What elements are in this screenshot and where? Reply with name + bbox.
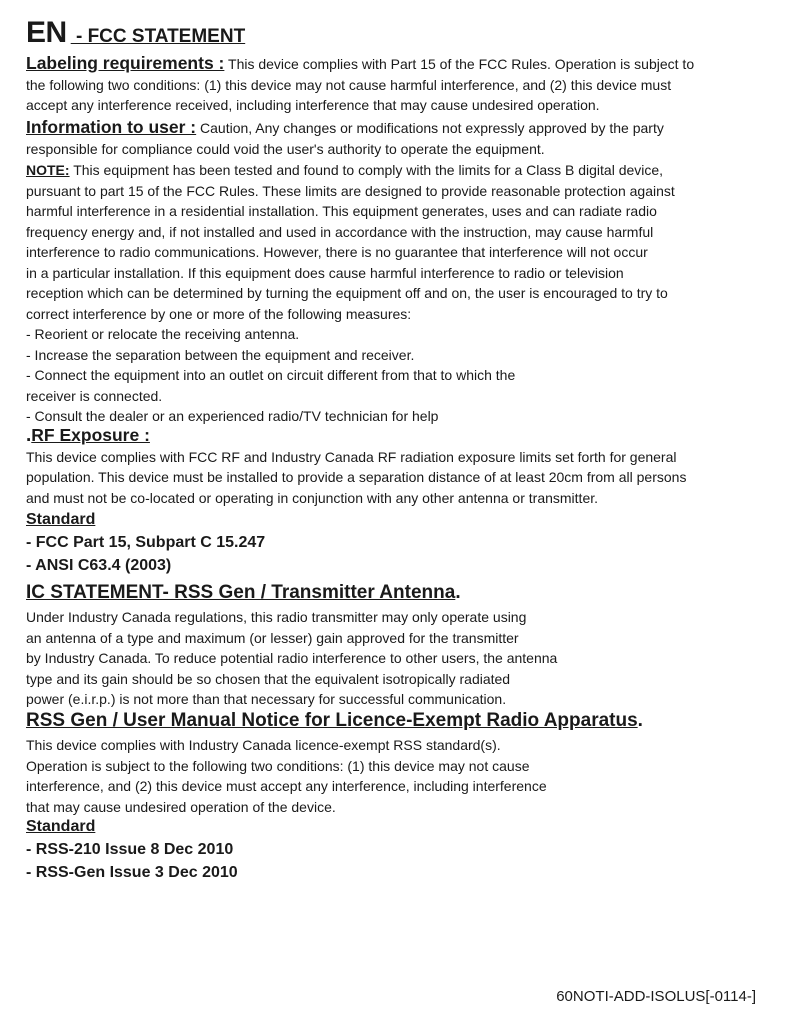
info-user-line: responsible for compliance could void the user's authority to operate the equipment. (26, 140, 545, 157)
rf-line: and must not be co-located or operating in conjunction with any other antenna or transmitter. (26, 489, 599, 506)
ic-heading: IC STATEMENT- RSS Gen / Transmitter Antenna (26, 582, 456, 603)
rss-heading: RSS Gen / User Manual Notice for Licence-Exempt Radio Apparatus (26, 710, 638, 731)
page-title (26, 16, 245, 50)
standard-item: - ANSI C63.4 (2003) (26, 557, 172, 574)
standard-item: - RSS-Gen Issue 3 Dec 2010 (26, 864, 238, 881)
note-measure: - Connect the equipment into an outlet on circuit different from that to which the (26, 367, 516, 383)
ic-statement-section (26, 579, 766, 710)
note-line: reception which can be determined by turning the equipment off and on, the user is encouraged to try to (26, 285, 668, 301)
standard-section-fcc (26, 508, 766, 577)
labeling-line: the following two conditions: (1) this device may not cause harmful interference, and (2) this device must (26, 76, 672, 93)
ic-heading-dot: . (455, 582, 461, 603)
rss-line: that may cause undesired operation of the device. (26, 798, 336, 815)
document-code-footer: 60NOTI-ADD-ISOLUS[-0114-] (556, 988, 756, 1005)
standard-item: - FCC Part 15, Subpart C 15.247 (26, 534, 266, 551)
note-measure: - Increase the separation between the equipment and receiver. (26, 346, 415, 363)
note-measure: - Consult the dealer or an experienced radio/TV technician for help (26, 408, 439, 424)
standard-heading: Standard (26, 511, 96, 528)
rf-line: population. This device must be installed to provide a separation distance of at least 20cm from all persons (26, 469, 687, 485)
standard-section-rss (26, 815, 766, 884)
note-line: This equipment has been tested and found to comply with the limits for a Class B digital device, (69, 162, 664, 178)
labeling-section (26, 53, 766, 116)
title-en: EN (26, 16, 67, 49)
standard-item: - RSS-210 Issue 8 Dec 2010 (26, 841, 234, 858)
note-line: in a particular installation. If this equipment does cause harmful interference to radio or television (26, 264, 624, 281)
rf-exposure-section (26, 425, 766, 508)
note-measure: - Reorient or relocate the receiving antenna. (26, 326, 300, 342)
labeling-line: accept any interference received, including interference that may cause undesired operation. (26, 97, 600, 113)
rf-heading: RF Exposure : (31, 425, 150, 445)
rf-prefix: . (26, 425, 32, 446)
labeling-heading: Labeling requirements : (26, 53, 225, 73)
note-line: correct interference by one or more of the following measures: (26, 305, 412, 322)
note-line: pursuant to part 15 of the FCC Rules. These limits are designed to provide reasonable protection against (26, 182, 675, 199)
rf-line: This device complies with FCC RF and Industry Canada RF radiation exposure limits set forth for general (26, 448, 677, 465)
ic-line: power (e.i.r.p.) is not more than that necessary for successful communication. (26, 691, 507, 707)
standard-heading: Standard (26, 818, 96, 835)
info-user-heading: Information to user : (26, 117, 197, 137)
ic-line: an antenna of a type and maximum (or lesser) gain approved for the transmitter (26, 629, 519, 646)
note-line: frequency energy and, if not installed and used in accordance with the instruction, may cause harmful (26, 223, 654, 240)
title-fcc-statement: - FCC STATEMENT (70, 26, 246, 47)
ic-line: Under Industry Canada regulations, this radio transmitter may only operate using (26, 609, 527, 625)
labeling-line: This device complies with Part 15 of the FCC Rules. Operation is subject to (224, 56, 695, 72)
note-section (26, 160, 766, 427)
note-line: interference to radio communications. However, there is no guarantee that interference will not occur (26, 244, 648, 260)
note-line: harmful interference in a residential installation. This equipment generates, uses and can radiate radio (26, 203, 657, 219)
note-label: NOTE: (26, 162, 70, 178)
note-measure: receiver is connected. (26, 387, 163, 404)
rss-line: Operation is subject to the following two conditions: (1) this device may not cause (26, 757, 530, 774)
info-user-line: Caution, Any changes or modifications not expressly approved by the party (196, 120, 664, 136)
ic-line: by Industry Canada. To reduce potential radio interference to other users, the antenna (26, 650, 558, 666)
rss-line: interference, and (2) this device must accept any interference, including interference (26, 778, 547, 794)
rss-notice-section (26, 707, 766, 817)
info-user-section (26, 117, 766, 159)
rss-line: This device complies with Industry Canada licence-exempt RSS standard(s). (26, 737, 501, 753)
ic-line: type and its gain should be so chosen that the equivalent isotropically radiated (26, 670, 511, 687)
rss-heading-dot: . (637, 710, 643, 731)
